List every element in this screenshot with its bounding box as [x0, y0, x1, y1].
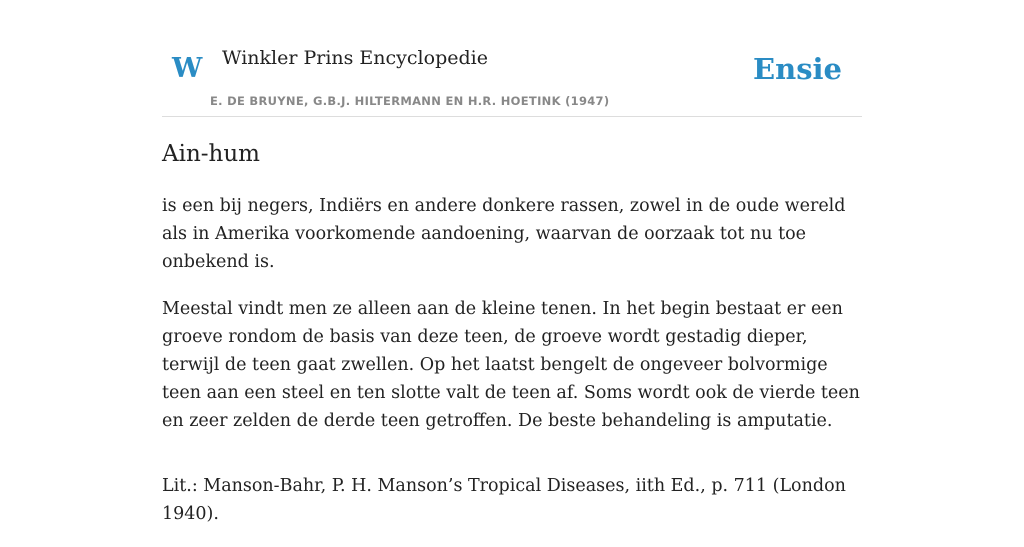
entry-paragraph: Meestal vindt men ze alleen aan de kleine tenen. In het begin bestaat er een groeve rondom de basis van deze teen, de groeve wordt gestadig dieper, terwijl de teen gaat zwellen. Op het laatst bengelt de ongeveer bolvormige teen aan een steel en ten slotte valt de teen af. Soms wordt ook de vierde teen en zeer zelden de derde teen getroffen. De beste behandeling is amputatie. [162, 299, 860, 431]
ensie-brand-logo[interactable]: Ensie [753, 52, 842, 86]
page [162, 0, 862, 524]
entry-paragraph: is een bij negers, Indiërs en andere donkere rassen, zowel in de oude wereld als in Amerika voorkomende aandoening, waarvan de oorzaak tot nu toe onbekend is. [162, 196, 846, 272]
literature-reference: Lit.: Manson-Bahr, P. H. Manson’s Tropical Diseases, iith Ed., p. 711 (London 1940). [162, 476, 846, 524]
source-header [162, 0, 862, 117]
source-authors: E. DE BRUYNE, G.B.J. HILTERMANN EN H.R. HOETINK (1947) [210, 94, 610, 108]
source-title[interactable]: Winkler Prins Encyclopedie [222, 47, 488, 69]
entry-body [162, 192, 862, 547]
winkler-prins-logo-icon[interactable]: W [172, 53, 203, 84]
entry-title: Ain-hum [162, 141, 260, 167]
